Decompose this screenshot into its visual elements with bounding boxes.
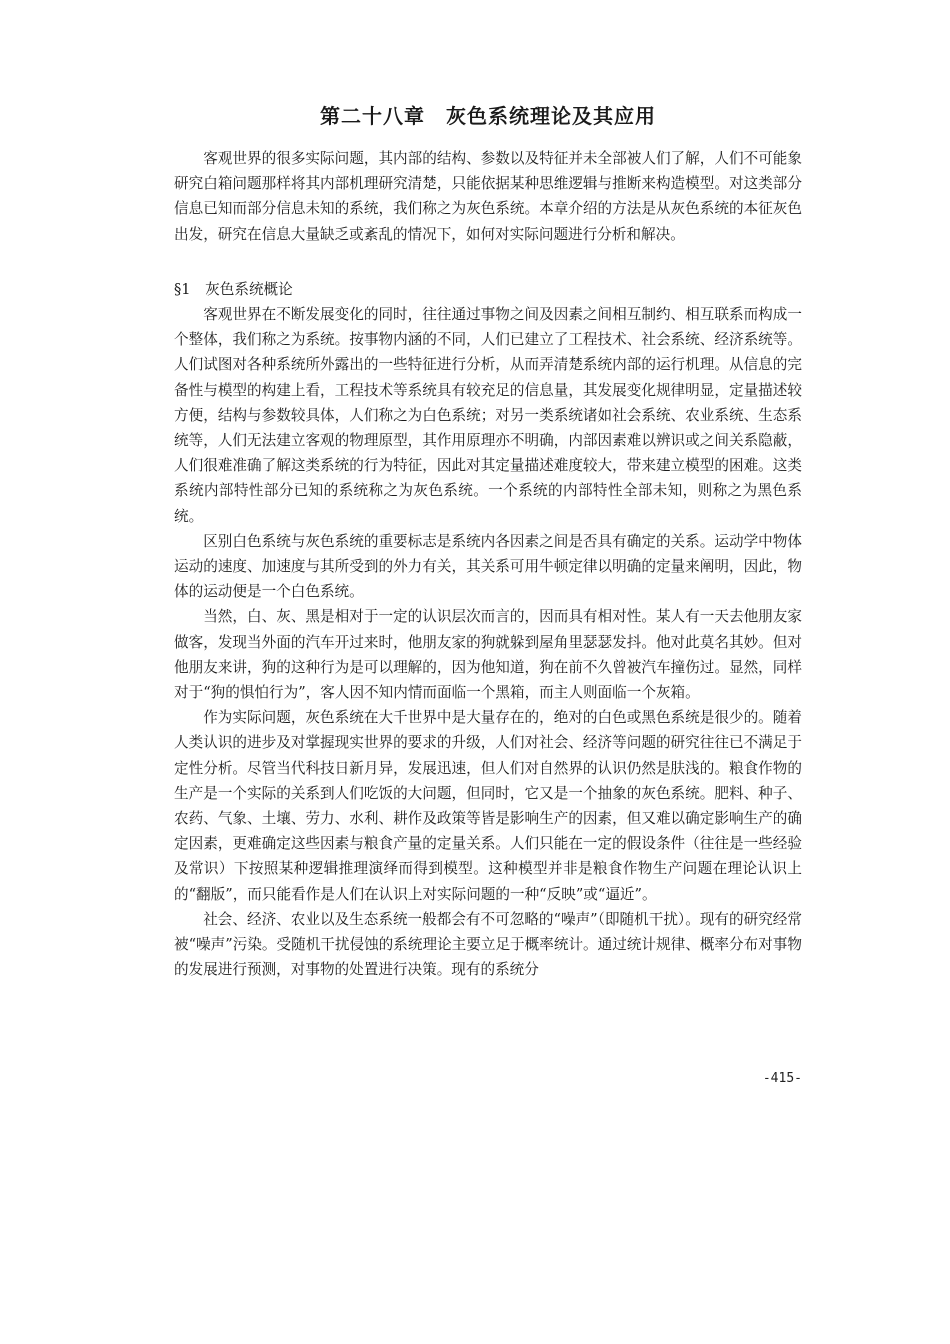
- section-paragraph-2: 区别白色系统与灰色系统的重要标志是系统内各因素之间是否具有确定的关系。运动学中物体运动的速度、加速度与其所受到的外力有关，其关系可用牛顿定律以明确的定量来阐明，因此，物体的运动便是一个白色系统。: [174, 532, 802, 601]
- page-number: -415-: [762, 1071, 802, 1086]
- section-heading: §1 灰色系统概论: [174, 280, 293, 298]
- section-paragraph-1: 客观世界在不断发展变化的同时，往往通过事物之间及因素之间相互制约、相互联系而构成一个整体，我们称之为系统。按事物内涵的不同，人们已建立了工程技术、社会系统、经济系统等。人们试图对各种系统所外露出的一些特征进行分析，从而弄清楚系统内部的运行机理。从信息的完备性与模型的构建上看，工程技术等系统具有较充足的信息量，其发展变化规律明显，定量描述较方便，结构与参数较具体，人们称之为白色系统；对另一类系统诸如社会系统、农业系统、生态系统等，人们无法建立客观的物理原型，其作用原理亦不明确，内部因素难以辨识或之间关系隐蔽，人们很难准确了解这类系统的行为特征，因此对其定量描述难度较大，带来建立模型的困难。这类系统内部特性部分已知的系统称之为灰色系统。一个系统的内部特性全部未知，则称之为黑色系统。: [174, 306, 802, 525]
- section-paragraph-5: 社会、经济、农业以及生态系统一般都会有不可忽略的“噪声”（即随机干扰）。现有的研究经常被“噪声”污染。受随机干扰侵蚀的系统理论主要立足于概率统计。通过统计规律、概率分布对事物的发展进行预测，对事物的处置进行决策。现有的系统分: [174, 910, 802, 979]
- section-paragraph-4: 作为实际问题，灰色系统在大千世界中是大量存在的，绝对的白色或黑色系统是很少的。随着人类认识的进步及对掌握现实世界的要求的升级，人们对社会、经济等问题的研究往往已不满足于定性分析。尽管当代科技日新月异，发展迅速，但人们对自然界的认识仍然是肤浅的。粮食作物的生产是一个实际的关系到人们吃饭的大问题，但同时，它又是一个抽象的灰色系统。肥料、种子、农药、气象、土壤、劳力、水利、耕作及政策等皆是影响生产的因素，但又难以确定影响生产的确定因素，更难确定这些因素与粮食产量的定量关系。人们只能在一定的假设条件（往往是一些经验及常识）下按照某种逻辑推理演绎而得到模型。这种模型并非是粮食作物生产问题在理论认识上的“翻版”，而只能看作是人们在认识上对实际问题的一种“反映”或“逼近”。: [174, 709, 802, 903]
- section-1: [174, 277, 802, 983]
- document-page: [174, 100, 802, 983]
- chapter-title: 第二十八章 灰色系统理论及其应用: [320, 104, 656, 128]
- section-paragraph-3: 当然，白、灰、黑是相对于一定的认识层次而言的，因而具有相对性。某人有一天去他朋友家做客，发现当外面的汽车开过来时，他朋友家的狗就躲到屋角里瑟瑟发抖。他对此莫名其妙。但对他朋友来讲，狗的这种行为是可以理解的，因为他知道，狗在前不久曾被汽车撞伤过。显然，同样对于“狗的惧怕行为”，客人因不知内情而面临一个黑箱，而主人则面临一个灰箱。: [174, 608, 802, 702]
- intro-paragraph: 客观世界的很多实际问题，其内部的结构、参数以及特征并未全部被人们了解，人们不可能象研究白箱问题那样将其内部机理研究清楚，只能依据某种思维逻辑与推断来构造模型。对这类部分信息已知而部分信息未知的系统，我们称之为灰色系统。本章介绍的方法是从灰色系统的本征灰色出发，研究在信息大量缺乏或紊乱的情况下，如何对实际问题进行分析和解决。: [174, 150, 802, 243]
